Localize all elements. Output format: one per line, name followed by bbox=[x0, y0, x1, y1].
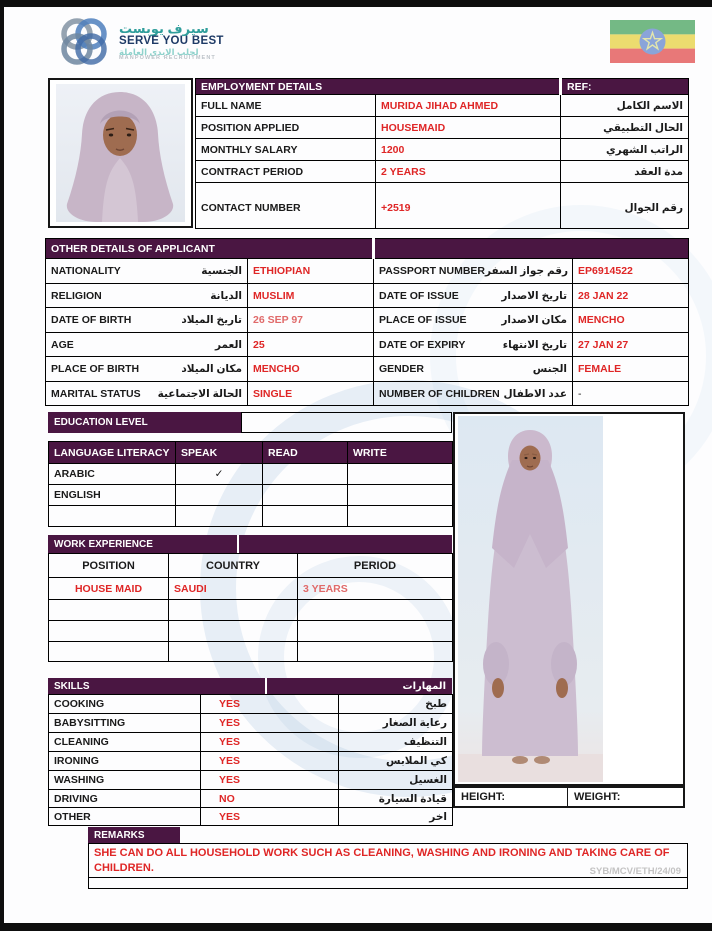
position-applied-label-arabic: الحال التطبيقي bbox=[561, 117, 689, 139]
monthly-salary-label: MONTHLY SALARY bbox=[196, 139, 376, 161]
page-edge-left bbox=[0, 0, 4, 931]
work-experience-title: WORK EXPERIENCE bbox=[54, 538, 153, 550]
portrait-photo-image bbox=[50, 80, 191, 226]
read-header: READ bbox=[263, 442, 348, 464]
remarks-header: REMARKS bbox=[88, 827, 180, 843]
experience-period-value: 3 YEARS bbox=[298, 578, 453, 600]
other-skill-label-arabic: اخر bbox=[339, 808, 453, 826]
other-skill-value: YES bbox=[201, 808, 339, 826]
ironing-value: YES bbox=[201, 752, 339, 771]
gender-value: FEMALE bbox=[573, 357, 689, 382]
weight-field: WEIGHT: bbox=[574, 791, 621, 803]
remarks-divider bbox=[89, 877, 687, 878]
work-experience-table bbox=[48, 553, 453, 662]
contract-period-value: 2 YEARS bbox=[376, 161, 561, 183]
cleaning-label: CLEANING bbox=[49, 733, 201, 752]
number-of-children-value: - bbox=[573, 382, 689, 406]
monthly-salary-label-arabic: الراتب الشهري bbox=[561, 139, 689, 161]
education-level-value bbox=[241, 412, 452, 433]
experience-country-value: SAUDI bbox=[169, 578, 298, 600]
arabic-speak-checkmark: ✓ bbox=[176, 464, 263, 485]
header-divider bbox=[237, 535, 239, 553]
place-of-issue-value: MENCHO bbox=[573, 308, 689, 333]
skills-table bbox=[48, 694, 453, 826]
empty-read-cell bbox=[263, 506, 348, 527]
number-of-children-label-arabic: عدد الاطفال bbox=[503, 387, 568, 400]
skills-title-arabic: المهارات bbox=[402, 680, 446, 692]
agency-tagline: MANPOWER RECRUITMENT bbox=[119, 55, 216, 62]
date-of-birth-label: DATE OF BIRTH bbox=[51, 314, 132, 326]
interlocked-rings-icon bbox=[55, 12, 113, 72]
contract-period-label: CONTRACT PERIOD bbox=[196, 161, 376, 183]
experience-empty-position bbox=[49, 642, 169, 662]
other-details-header-spacer bbox=[374, 239, 689, 259]
position-applied-value: HOUSEMAID bbox=[376, 117, 561, 139]
place-of-issue-label-arabic: مكان الاصدار bbox=[501, 314, 568, 326]
full-name-label: FULL NAME bbox=[196, 95, 376, 117]
religion-label-arabic: الديانة bbox=[210, 289, 242, 302]
english-read-cell bbox=[263, 485, 348, 506]
experience-position-value: HOUSE MAID bbox=[49, 578, 169, 600]
other-details-header: OTHER DETAILS OF APPLICANT bbox=[46, 239, 374, 259]
passport-number-value: EP6914522 bbox=[573, 259, 689, 284]
agency-name-arabic: سيرف يوبست bbox=[119, 20, 209, 36]
religion-value: MUSLIM bbox=[248, 284, 374, 308]
remarks-box bbox=[88, 843, 688, 889]
experience-empty-period bbox=[298, 642, 453, 662]
experience-empty-period bbox=[298, 621, 453, 642]
write-header: WRITE bbox=[348, 442, 453, 464]
cooking-value: YES bbox=[201, 695, 339, 714]
age-label-arabic: العمر bbox=[214, 338, 242, 351]
date-of-issue-value: 28 JAN 22 bbox=[573, 284, 689, 308]
contact-number-label: CONTACT NUMBER bbox=[196, 183, 376, 229]
place-of-birth-label-arabic: مكان الميلاد bbox=[181, 363, 242, 375]
experience-empty-country bbox=[169, 600, 298, 621]
language-literacy-header: LANGUAGE LITERACY bbox=[49, 442, 176, 464]
employment-details-header: EMPLOYMENT DETAILS bbox=[196, 79, 561, 95]
driving-label-arabic: قيادة السيارة bbox=[339, 790, 453, 808]
position-applied-label: POSITION APPLIED bbox=[196, 117, 376, 139]
experience-empty-period bbox=[298, 600, 453, 621]
marital-status-label: MARITAL STATUS bbox=[51, 387, 141, 400]
experience-empty-position bbox=[49, 600, 169, 621]
babysitting-label-arabic: رعاية الصغار bbox=[339, 714, 453, 733]
cleaning-value: YES bbox=[201, 733, 339, 752]
speak-header: SPEAK bbox=[176, 442, 263, 464]
washing-value: YES bbox=[201, 771, 339, 790]
driving-label: DRIVING bbox=[49, 790, 201, 808]
full-name-value: MURIDA JIHAD AHMED bbox=[376, 95, 561, 117]
period-header: PERIOD bbox=[298, 554, 453, 578]
washing-label-arabic: الغسيل bbox=[339, 771, 453, 790]
washing-label: WASHING bbox=[49, 771, 201, 790]
remarks-text: SHE CAN DO ALL HOUSEHOLD WORK SUCH AS CLEANING, WASHING AND IRONING AND TAKING CARE OF CHILDREN. bbox=[94, 847, 670, 874]
measurements-row bbox=[453, 786, 685, 808]
document-code: SYB/MCV/ETH/24/09 bbox=[589, 866, 681, 877]
contact-number-label-arabic: رقم الجوال bbox=[561, 183, 689, 229]
babysitting-label: BABYSITTING bbox=[49, 714, 201, 733]
experience-empty-country bbox=[169, 621, 298, 642]
babysitting-value: YES bbox=[201, 714, 339, 733]
agency-tagline-arabic: لجلب الايدي العاملة bbox=[119, 46, 199, 57]
full-name-label-arabic: الاسم الكامل bbox=[561, 95, 689, 117]
gender-label: GENDER bbox=[379, 363, 424, 375]
ref-header: REF: bbox=[561, 79, 689, 95]
agency-logo bbox=[55, 12, 224, 72]
cooking-label-arabic: طبخ bbox=[339, 695, 453, 714]
skills-header bbox=[48, 678, 452, 694]
applicant-fullbody-photo bbox=[453, 412, 685, 786]
height-field: HEIGHT: bbox=[455, 788, 568, 806]
cleaning-label-arabic: التنظيف bbox=[339, 733, 453, 752]
page-edge-bottom bbox=[0, 923, 712, 931]
agency-name: SERVE YOU BEST bbox=[119, 35, 224, 48]
experience-empty-country bbox=[169, 642, 298, 662]
arabic-read-cell bbox=[263, 464, 348, 485]
passport-number-label-arabic: رقم جواز السفر bbox=[485, 265, 569, 277]
other-details-table bbox=[45, 238, 689, 406]
skills-title: SKILLS bbox=[54, 680, 90, 692]
language-empty-label bbox=[49, 506, 176, 527]
applicant-portrait-photo bbox=[48, 78, 193, 228]
other-skill-label: OTHER bbox=[49, 808, 201, 826]
date-of-birth-value: 26 SEP 97 bbox=[248, 308, 374, 333]
driving-value: NO bbox=[201, 790, 339, 808]
marital-status-value: SINGLE bbox=[248, 382, 374, 406]
country-header: COUNTRY bbox=[169, 554, 298, 578]
contract-period-label-arabic: مدة العقد bbox=[561, 161, 689, 183]
place-of-issue-label: PLACE OF ISSUE bbox=[379, 314, 467, 326]
number-of-children-label: NUMBER OF CHILDREN bbox=[379, 387, 500, 400]
nationality-label: NATIONALITY bbox=[51, 265, 121, 277]
date-of-expiry-label-arabic: تاريخ الانتهاء bbox=[502, 338, 568, 351]
experience-empty-position bbox=[49, 621, 169, 642]
cooking-label: COOKING bbox=[49, 695, 201, 714]
date-of-birth-label-arabic: تاريخ الميلاد bbox=[181, 314, 242, 326]
marital-status-label-arabic: الحالة الاجتماعية bbox=[157, 387, 242, 400]
fullbody-photo-image bbox=[458, 416, 603, 782]
work-experience-header bbox=[48, 535, 452, 553]
language-english-label: ENGLISH bbox=[49, 485, 176, 506]
employment-details-table bbox=[195, 78, 689, 229]
religion-label: RELIGION bbox=[51, 289, 102, 302]
nationality-label-arabic: الجنسية bbox=[201, 265, 242, 277]
date-of-issue-label-arabic: تاريخ الاصدار bbox=[501, 289, 568, 302]
nationality-value: ETHIOPIAN bbox=[248, 259, 374, 284]
ironing-label-arabic: كي الملابس bbox=[339, 752, 453, 771]
age-value: 25 bbox=[248, 333, 374, 357]
date-of-expiry-value: 27 JAN 27 bbox=[573, 333, 689, 357]
ethiopia-flag-icon bbox=[610, 20, 695, 63]
english-speak-cell bbox=[176, 485, 263, 506]
language-arabic-label: ARABIC bbox=[49, 464, 176, 485]
education-level-header: EDUCATION LEVEL bbox=[48, 412, 242, 433]
contact-number-value: +2519 bbox=[376, 183, 561, 229]
monthly-salary-value: 1200 bbox=[376, 139, 561, 161]
passport-number-label: PASSPORT NUMBER bbox=[379, 265, 485, 277]
date-of-issue-label: DATE OF ISSUE bbox=[379, 289, 459, 302]
language-literacy-table bbox=[48, 441, 453, 527]
gender-label-arabic: الجنس bbox=[532, 363, 568, 375]
place-of-birth-label: PLACE OF BIRTH bbox=[51, 363, 140, 375]
position-header: POSITION bbox=[49, 554, 169, 578]
date-of-expiry-label: DATE OF EXPIRY bbox=[379, 338, 466, 351]
place-of-birth-value: MENCHO bbox=[248, 357, 374, 382]
empty-speak-cell bbox=[176, 506, 263, 527]
ironing-label: IRONING bbox=[49, 752, 201, 771]
header-divider bbox=[265, 678, 267, 694]
empty-write-cell bbox=[348, 506, 453, 527]
age-label: AGE bbox=[51, 338, 74, 351]
english-write-cell bbox=[348, 485, 453, 506]
page-edge-top bbox=[0, 0, 712, 7]
arabic-write-cell bbox=[348, 464, 453, 485]
